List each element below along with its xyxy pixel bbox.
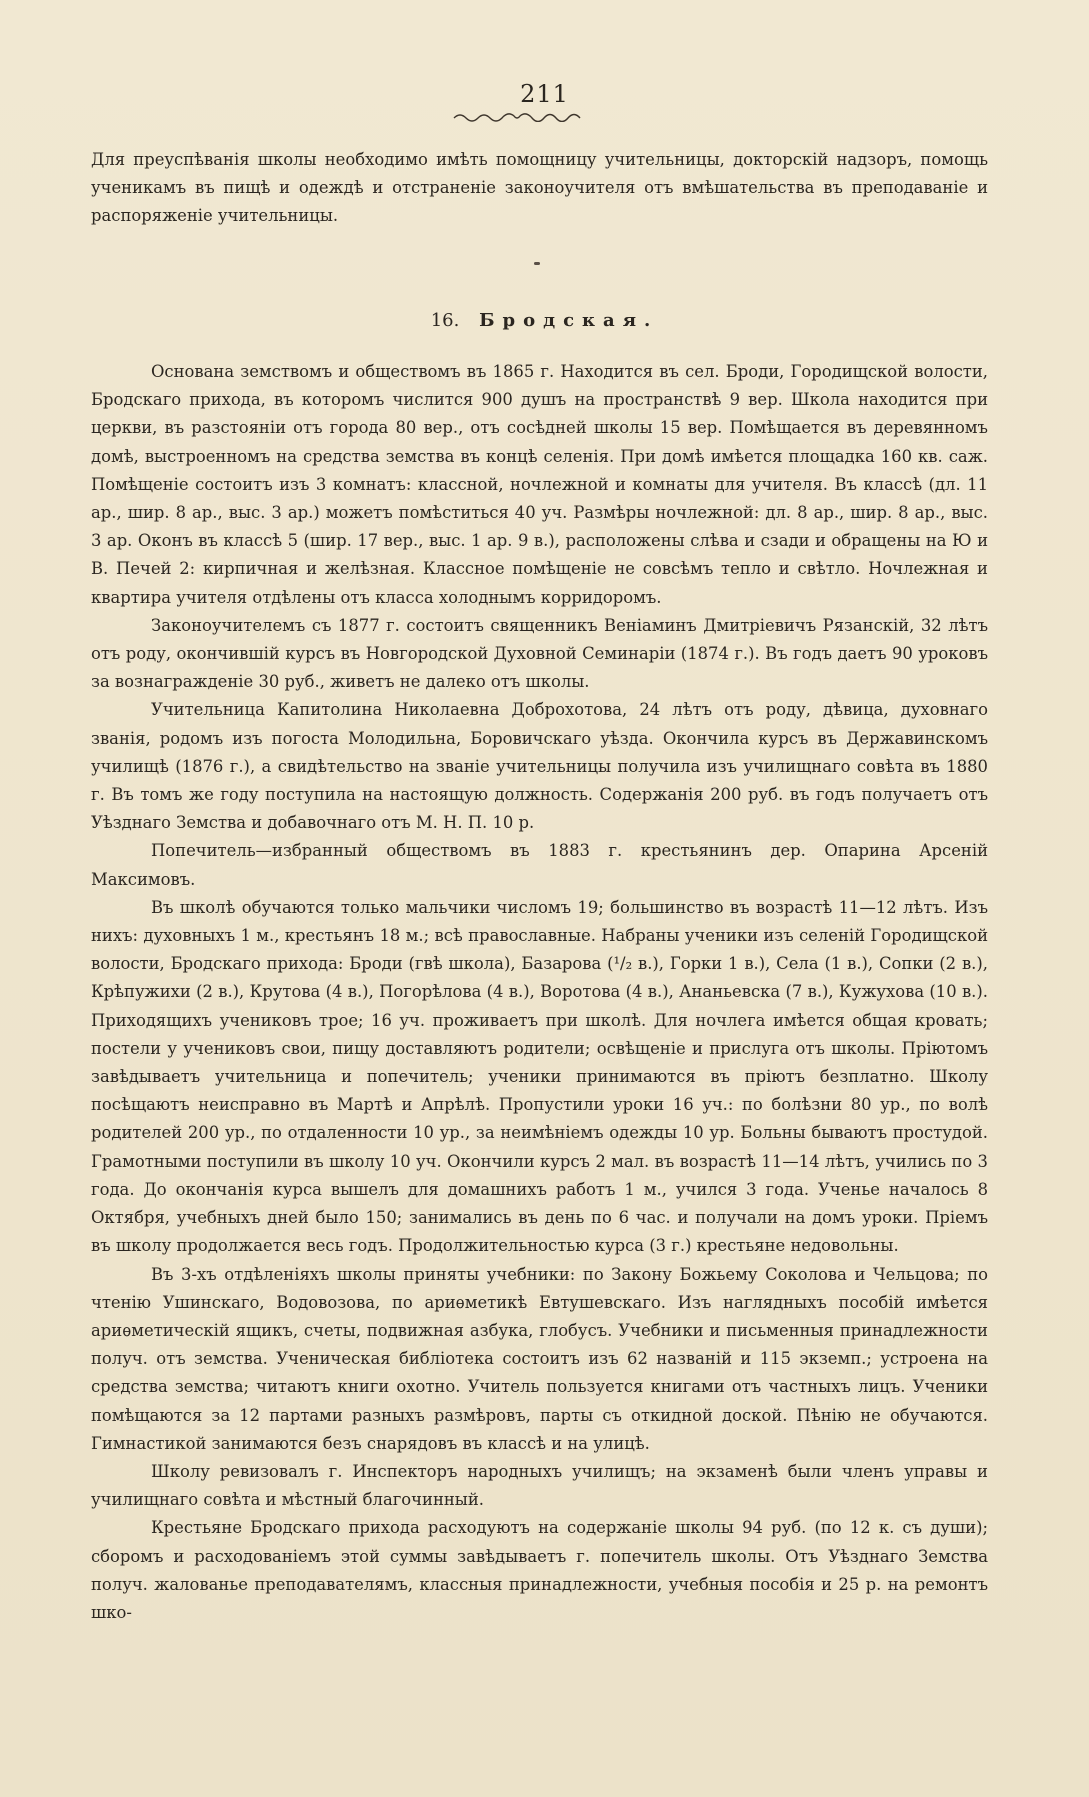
paragraph-law-teacher: Законоучителемъ съ 1877 г. состоитъ священникъ Веніаминъ Дмитріевичъ Рязанскій, 32 лѣтъ отъ роду, окончившій курсъ въ Новгородской Духовной Семинаріи (1874 г.). Въ годъ даетъ 90 уроковъ за вознагражденіе 30 руб., живетъ не далеко отъ школы. xyxy=(91,615,988,692)
ornament-divider xyxy=(452,110,582,122)
section-heading xyxy=(0,310,1089,331)
page-number: 211 xyxy=(520,80,569,108)
paragraph-trustee: Попечитель—избранный обществомъ въ 1883 г. крестьянинъ дер. Опарина Арсеній Максимовъ. xyxy=(91,841,988,889)
intro-block xyxy=(91,146,988,231)
intro-paragraph: Для преуспѣванія школы необходимо имѣть помощницу учительницы, докторскій надзоръ, помощь ученикамъ въ пищѣ и одеждѣ и отстраненіе законоучителя отъ вмѣшательства въ преподаваніе и распоряженіе учительницы. xyxy=(91,150,988,226)
paragraph-inspection: Школу ревизовалъ г. Инспекторъ народныхъ училищъ; на экзаменѣ были членъ управы и училищнаго совѣта и мѣстный благочинный. xyxy=(91,1461,988,1510)
paragraph-pupils: Въ школѣ обучаются только мальчики числомъ 19; большинство въ возрастѣ 11—12 лѣтъ. Изъ нихъ: духовныхъ 1 м., крестьянъ 18 м.; всѣ православные. Набраны ученики изъ селеній Городищской волости, Бродскаго прихода: Броди (гвѣ школа), Базарова (¹/₂ в.), Горки 1 в.), Села (1 в.), Сопки (2 в.), Крѣпужихи (2 в.), Крутова (4 в.), Погорѣлова (4 в.), Воротова (4 в.), Ананьевска (7 в.), Кужухова (10 в.). Приходящихъ учениковъ трое; 16 уч. проживаетъ при школѣ. Для ночлега имѣется общая кровать; постели у учениковъ свои, пищу доставляютъ родители; освѣщеніе и прислуга отъ школы. Пріютомъ завѣдываетъ учительница и попечитель; ученики принимаются въ пріютъ безплатно. Школу посѣщаютъ неисправно въ Мартѣ и Апрѣлѣ. Пропустили уроки 16 уч.: по болѣзни 80 ур., по волѣ родителей 200 ур., по отдаленности 10 ур., за неимѣніемъ одежды 10 ур. Больны бываютъ простудой. Грамотными поступили въ школу 10 уч. Окончили курсъ 2 мал. въ возрастѣ 11—14 лѣтъ, учились по 3 года. До окончанія курса вышелъ для домашнихъ работъ 1 м., учился 3 года. Ученье началось 8 Октября, учебныхъ дней было 150; занимались въ день по 6 час. и получали на домъ уроки. Пріемъ въ школу продолжается весь годъ. Продолжительностью курса (3 г.) крестьяне недовольны. xyxy=(91,897,988,1256)
paragraph-teacher: Учительница Капитолина Николаевна Доброхотова, 24 лѣтъ отъ роду, дѣвица, духовнаго званія, родомъ изъ погоста Молодильна, Боровичскаго уѣзда. Окончила курсъ въ Державинскомъ училищѣ (1876 г.), а свидѣтельство на званіе учительницы получила изъ училищнаго совѣта въ 1880 г. Въ томъ же году поступила на настоящую должность. Содержанія 200 руб. въ годъ получаетъ отъ Уѣзднаго Земства и добавочнаго отъ М. Н. П. 10 р. xyxy=(91,700,988,833)
paragraph-funding: Крестьяне Бродскаго прихода расходуютъ на содержаніе школы 94 руб. (по 12 к. съ души); сборомъ и расходованіемъ этой суммы завѣдываетъ г. попечитель школы. Отъ Уѣзднаго Земства получ. жалованье преподавателямъ, классныя принадлежности, учебныя пособія и 25 р. на ремонтъ шко- xyxy=(91,1518,988,1622)
paragraph-building: Основана земствомъ и обществомъ въ 1865 г. Находится въ сел. Броди, Городищской волости, Бродскаго прихода, въ которомъ числится 900 душъ на пространствѣ 9 вер. Школа находится при церкви, въ разстояніи отъ города 80 вер., отъ сосѣдней школы 15 вер. Помѣщается въ деревянномъ домѣ, выстроенномъ на средства земства въ концѣ селенія. При домѣ имѣется площадка 160 кв. саж. Помѣщеніе состоитъ изъ 3 комнатъ: классной, ночлежной и комнаты для учителя. Въ классѣ (дл. 11 ар., шир. 8 ар., выс. 3 ар.) можетъ помѣститься 40 уч. Размѣры ночлежной: дл. 8 ар., шир. 8 ар., выс. 3 ар. Оконъ въ классѣ 5 (шир. 17 вер., выс. 1 ар. 9 в.), расположены слѣва и сзади и обращены на Ю и В. Печей 2: кирпичная и желѣзная. Классное помѣщеніе не совсѣмъ тепло и свѣтло. Ночлежная и квартира учителя отдѣлены отъ класса холоднымъ корридоромъ. xyxy=(91,362,988,607)
section-title: Бродская. xyxy=(479,310,659,331)
body-text xyxy=(91,358,988,1627)
paragraph-textbooks: Въ 3-хъ отдѣленіяхъ школы приняты учебники: по Закону Божьему Соколова и Чельцова; по чтенію Ушинскаго, Водовозова, по ариѳметикѣ Евтушевскаго. Изъ наглядныхъ пособій имѣется ариѳметическій ящикъ, счеты, подвижная азбука, глобусъ. Учебники и письменныя принадлежности получ. отъ земства. Ученическая библіотека состоитъ изъ 62 названій и 115 экземп.; устроена на средства земства; читаютъ книги охотно. Учитель пользуется книгами отъ частныхъ лицъ. Ученики помѣщаются за 12 партами разныхъ размѣровъ, парты съ откидной доской. Пѣнію не обучаются. Гимнастикой занимаются безъ снарядовъ въ классѣ и на улицѣ. xyxy=(91,1264,988,1453)
ink-mark xyxy=(534,262,540,265)
section-number: 16. xyxy=(430,310,460,331)
